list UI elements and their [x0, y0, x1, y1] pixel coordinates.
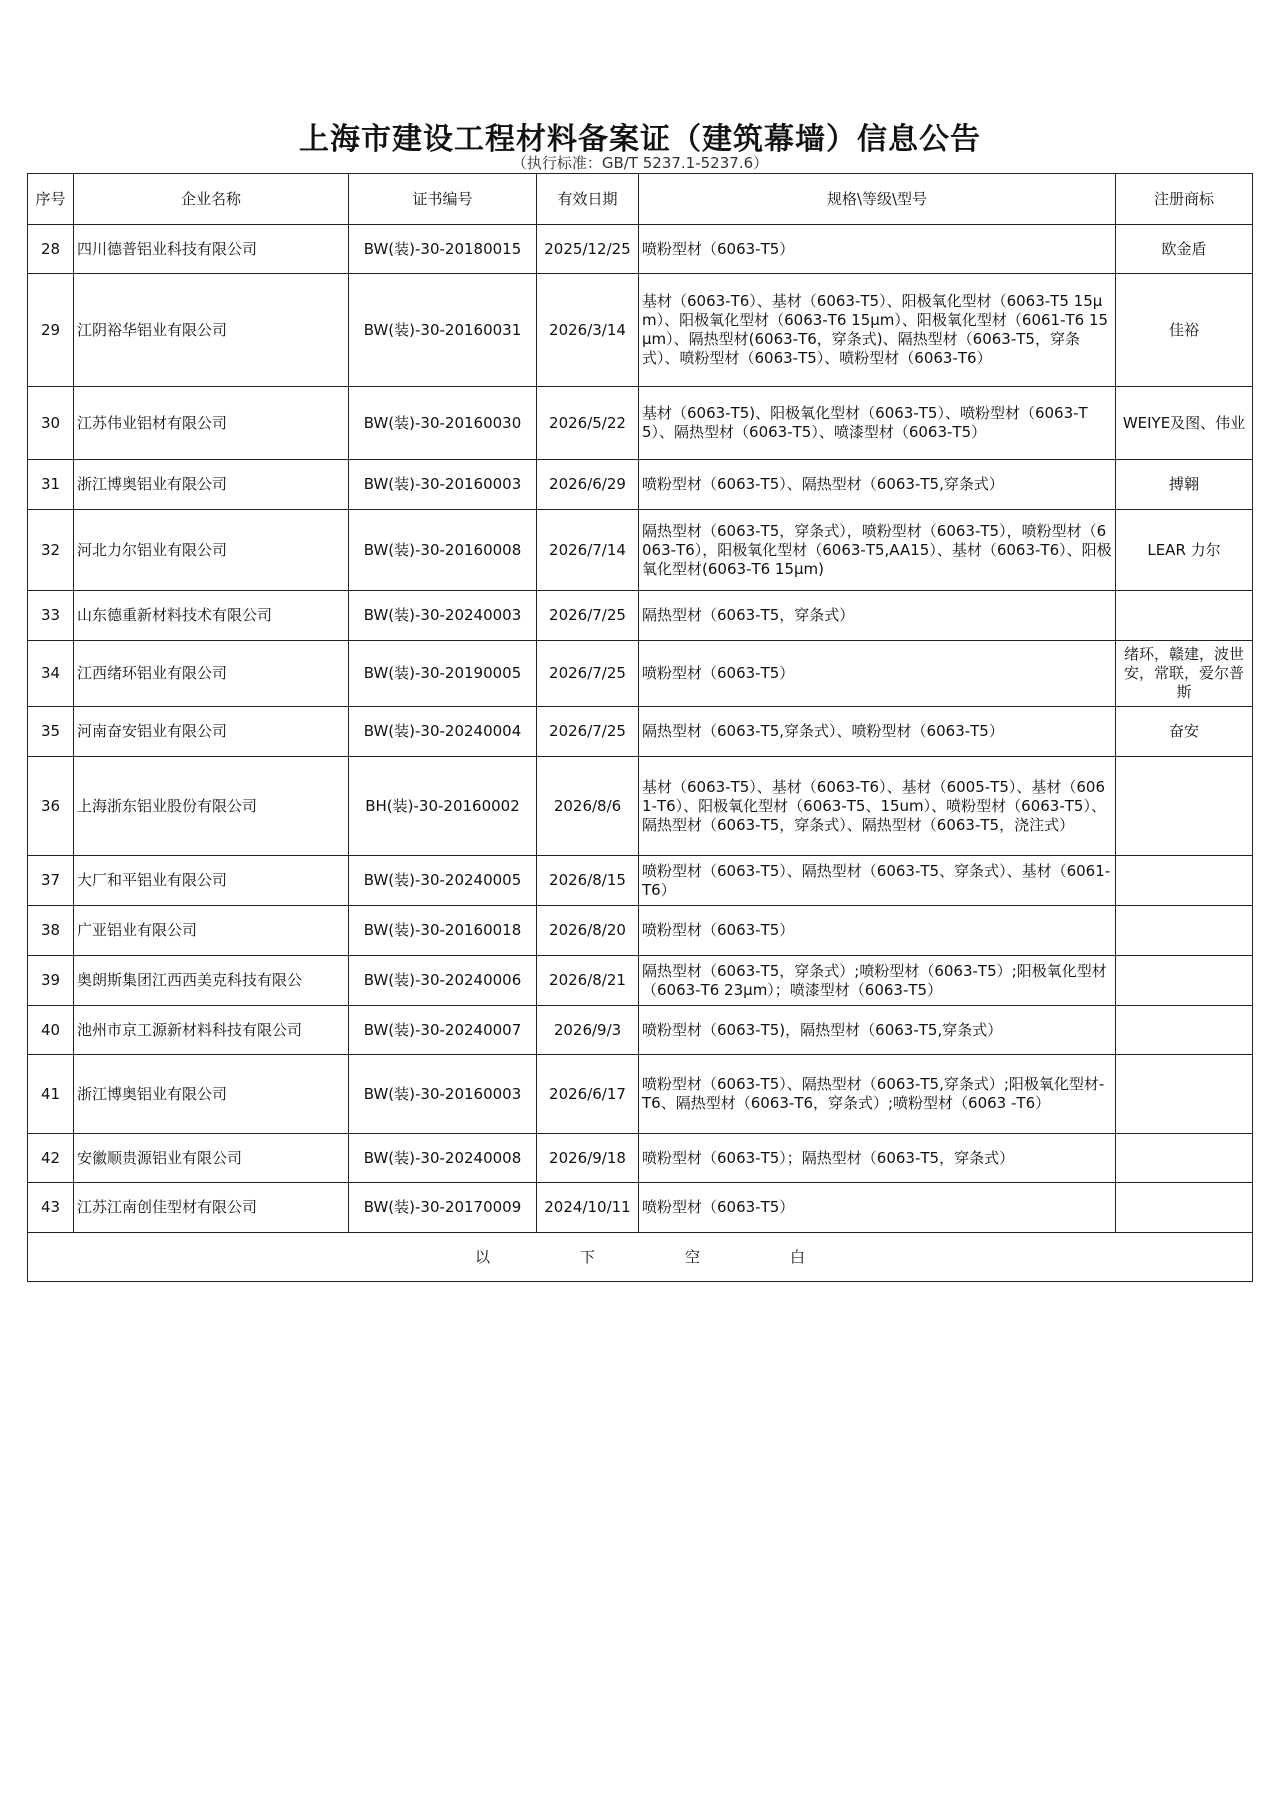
- cell-date: 2026/6/29: [537, 460, 639, 510]
- cell-company: 奥朗斯集团江西西美克科技有限公: [74, 956, 349, 1006]
- cell-date: 2026/7/25: [537, 707, 639, 757]
- cell-company: 河北力尔铝业有限公司: [74, 510, 349, 591]
- cell-brand: 佳裕: [1116, 274, 1253, 387]
- cell-cert: BW(装)-30-20240003: [349, 591, 537, 641]
- cell-brand: [1116, 856, 1253, 906]
- cell-cert: BW(装)-30-20160003: [349, 1055, 537, 1134]
- cell-brand: [1116, 1134, 1253, 1183]
- cell-cert: BW(装)-30-20160018: [349, 906, 537, 956]
- cell-no: 28: [28, 225, 74, 274]
- cell-date: 2025/12/25: [537, 225, 639, 274]
- cell-cert: BW(装)-30-20160030: [349, 387, 537, 460]
- cell-company: 四川德普铝业科技有限公司: [74, 225, 349, 274]
- header-no: 序号: [28, 174, 74, 225]
- cell-no: 36: [28, 757, 74, 856]
- cell-company: 江阴裕华铝业有限公司: [74, 274, 349, 387]
- cell-brand: LEAR 力尔: [1116, 510, 1253, 591]
- cell-cert: BW(装)-30-20240007: [349, 1006, 537, 1055]
- cell-cert: BW(装)-30-20160003: [349, 460, 537, 510]
- cell-company: 河南奋安铝业有限公司: [74, 707, 349, 757]
- cell-cert: BW(装)-30-20190005: [349, 641, 537, 707]
- end-char: 下: [579, 1247, 595, 1266]
- cell-brand: [1116, 757, 1253, 856]
- cell-spec: 隔热型材（6063-T5,穿条式）、喷粉型材（6063-T5）: [639, 707, 1116, 757]
- cell-brand: [1116, 591, 1253, 641]
- cell-cert: BW(装)-30-20240005: [349, 856, 537, 906]
- cell-date: 2026/5/22: [537, 387, 639, 460]
- header-spec: 规格\等级\型号: [639, 174, 1116, 225]
- cell-spec: 喷粉型材（6063-T5）: [639, 906, 1116, 956]
- cell-company: 池州市京工源新材料科技有限公司: [74, 1006, 349, 1055]
- cell-no: 38: [28, 906, 74, 956]
- cell-no: 37: [28, 856, 74, 906]
- cell-date: 2026/9/3: [537, 1006, 639, 1055]
- cell-company: 山东德重新材料技术有限公司: [74, 591, 349, 641]
- standard-subtitle: （执行标准：GB/T 5237.1-5237.6）: [511, 154, 769, 172]
- table-row: [28, 225, 1253, 274]
- cell-spec: 基材（6063-T5）、基材（6063-T6）、基材（6005-T5）、基材（6061-T6）、阳极氧化型材（6063-T5、15um）、喷粉型材（6063-T5）、隔热型材（6063-T5，穿条式）、隔热型材（6063-T5，浇注式）: [639, 757, 1116, 856]
- cell-cert: BW(装)-30-20240008: [349, 1134, 537, 1183]
- cell-no: 30: [28, 387, 74, 460]
- table-row: [28, 641, 1253, 707]
- cell-company: 上海浙东铝业股份有限公司: [74, 757, 349, 856]
- cell-brand: 奋安: [1116, 707, 1253, 757]
- cell-date: 2026/3/14: [537, 274, 639, 387]
- cell-no: 32: [28, 510, 74, 591]
- cell-company: 广亚铝业有限公司: [74, 906, 349, 956]
- header-company: 企业名称: [74, 174, 349, 225]
- header-cert: 证书编号: [349, 174, 537, 225]
- cell-company: 浙江博奥铝业有限公司: [74, 460, 349, 510]
- cell-cert: BW(装)-30-20170009: [349, 1183, 537, 1233]
- cell-brand: 搏翱: [1116, 460, 1253, 510]
- table-row: [28, 707, 1253, 757]
- cell-brand: [1116, 906, 1253, 956]
- cell-spec: 喷粉型材（6063-T5）: [639, 641, 1116, 707]
- cell-date: 2026/7/14: [537, 510, 639, 591]
- table-row: [28, 757, 1253, 856]
- cell-no: 40: [28, 1006, 74, 1055]
- table-row: [28, 1055, 1253, 1134]
- table-row: [28, 510, 1253, 591]
- table-header-row: [28, 174, 1253, 225]
- cell-spec: 喷粉型材（6063-T5）: [639, 1183, 1116, 1233]
- cell-cert: BH(装)-30-20160002: [349, 757, 537, 856]
- page-title: 上海市建设工程材料备案证（建筑幕墙）信息公告: [299, 122, 981, 157]
- cell-spec: 喷粉型材（6063-T5）: [639, 225, 1116, 274]
- cell-company: 江西绪环铝业有限公司: [74, 641, 349, 707]
- cell-no: 41: [28, 1055, 74, 1134]
- cell-no: 39: [28, 956, 74, 1006]
- cell-brand: [1116, 1055, 1253, 1134]
- cell-no: 33: [28, 591, 74, 641]
- cell-brand: [1116, 956, 1253, 1006]
- cell-spec: 喷粉型材（6063-T5）；隔热型材（6063-T5，穿条式）: [639, 1134, 1116, 1183]
- cell-date: 2026/9/18: [537, 1134, 639, 1183]
- cell-date: 2026/7/25: [537, 641, 639, 707]
- cell-brand: [1116, 1006, 1253, 1055]
- cell-date: 2024/10/11: [537, 1183, 639, 1233]
- table-row: [28, 1134, 1253, 1183]
- cell-no: 34: [28, 641, 74, 707]
- table-end-row: [28, 1233, 1253, 1282]
- cell-company: 江苏江南创佳型材有限公司: [74, 1183, 349, 1233]
- table-row: [28, 274, 1253, 387]
- cell-date: 2026/8/6: [537, 757, 639, 856]
- cell-brand: 欧金盾: [1116, 225, 1253, 274]
- cell-company: 安徽顺贵源铝业有限公司: [74, 1134, 349, 1183]
- cell-company: 浙江博奥铝业有限公司: [74, 1055, 349, 1134]
- cell-spec: 喷粉型材（6063-T5）、隔热型材（6063-T5、穿条式）、基材（6061-T6）: [639, 856, 1116, 906]
- table-row: [28, 856, 1253, 906]
- cell-no: 35: [28, 707, 74, 757]
- table-row: [28, 591, 1253, 641]
- table-row: [28, 387, 1253, 460]
- cell-cert: BW(装)-30-20240004: [349, 707, 537, 757]
- cell-no: 42: [28, 1134, 74, 1183]
- cell-date: 2026/6/17: [537, 1055, 639, 1134]
- cell-spec: 隔热型材（6063-T5，穿条式），喷粉型材（6063-T5），喷粉型材（6063-T6），阳极氧化型材（6063-T5,AA15）、基材（6063-T6）、阳极氧化型材(6063-T6 15μm): [639, 510, 1116, 591]
- table-row: [28, 956, 1253, 1006]
- cell-cert: BW(装)-30-20160008: [349, 510, 537, 591]
- cell-spec: 隔热型材（6063-T5，穿条式）: [639, 591, 1116, 641]
- cell-brand: WEIYE及图、伟业: [1116, 387, 1253, 460]
- cell-company: 江苏伟业铝材有限公司: [74, 387, 349, 460]
- end-char: 白: [789, 1247, 805, 1266]
- cell-cert: BW(装)-30-20160031: [349, 274, 537, 387]
- cell-spec: 基材（6063-T5)、阳极氧化型材（6063-T5）、喷粉型材（6063-T5）、隔热型材（6063-T5）、喷漆型材（6063-T5）: [639, 387, 1116, 460]
- table-row: [28, 906, 1253, 956]
- cell-spec: 喷粉型材（6063-T5）、隔热型材（6063-T5,穿条式）;阳极氧化型材-T6、隔热型材（6063-T6，穿条式）;喷粉型材（6063 -T6）: [639, 1055, 1116, 1134]
- end-char: 空: [684, 1247, 700, 1266]
- cell-cert: BW(装)-30-20180015: [349, 225, 537, 274]
- cell-spec: 喷粉型材（6063-T5）、隔热型材（6063-T5,穿条式）: [639, 460, 1116, 510]
- cell-date: 2026/8/21: [537, 956, 639, 1006]
- table-row: [28, 1006, 1253, 1055]
- cell-company: 大厂和平铝业有限公司: [74, 856, 349, 906]
- cell-no: 43: [28, 1183, 74, 1233]
- table-row: [28, 1183, 1253, 1233]
- cell-cert: BW(装)-30-20240006: [349, 956, 537, 1006]
- certificate-table: [27, 173, 1253, 1282]
- end-char: 以: [475, 1247, 491, 1266]
- cell-date: 2026/8/15: [537, 856, 639, 906]
- cell-spec: 基材（6063-T6）、基材（6063-T5）、阳极氧化型材（6063-T5 15μm）、阳极氧化型材（6063-T6 15μm）、阳极氧化型材（6061-T6 15μm）、隔热型材(6063-T6，穿条式)、隔热型材（6063-T5，穿条式）、喷粉型材（6063-T5）、喷粉型材（6063-T6）: [639, 274, 1116, 387]
- cell-brand: [1116, 1183, 1253, 1233]
- cell-date: 2026/7/25: [537, 591, 639, 641]
- cell-no: 29: [28, 274, 74, 387]
- cell-no: 31: [28, 460, 74, 510]
- cell-date: 2026/8/20: [537, 906, 639, 956]
- cell-brand: 绪环，赣建，波世安，常联，爱尔普斯: [1116, 641, 1253, 707]
- end-of-list-note: [28, 1233, 1253, 1282]
- header-brand: 注册商标: [1116, 174, 1253, 225]
- cell-spec: 隔热型材（6063-T5，穿条式）;喷粉型材（6063-T5）;阳极氧化型材（6063-T6 23μm）；喷漆型材（6063-T5）: [639, 956, 1116, 1006]
- table-row: [28, 460, 1253, 510]
- cell-spec: 喷粉型材（6063-T5)，隔热型材（6063-T5,穿条式）: [639, 1006, 1116, 1055]
- header-date: 有效日期: [537, 174, 639, 225]
